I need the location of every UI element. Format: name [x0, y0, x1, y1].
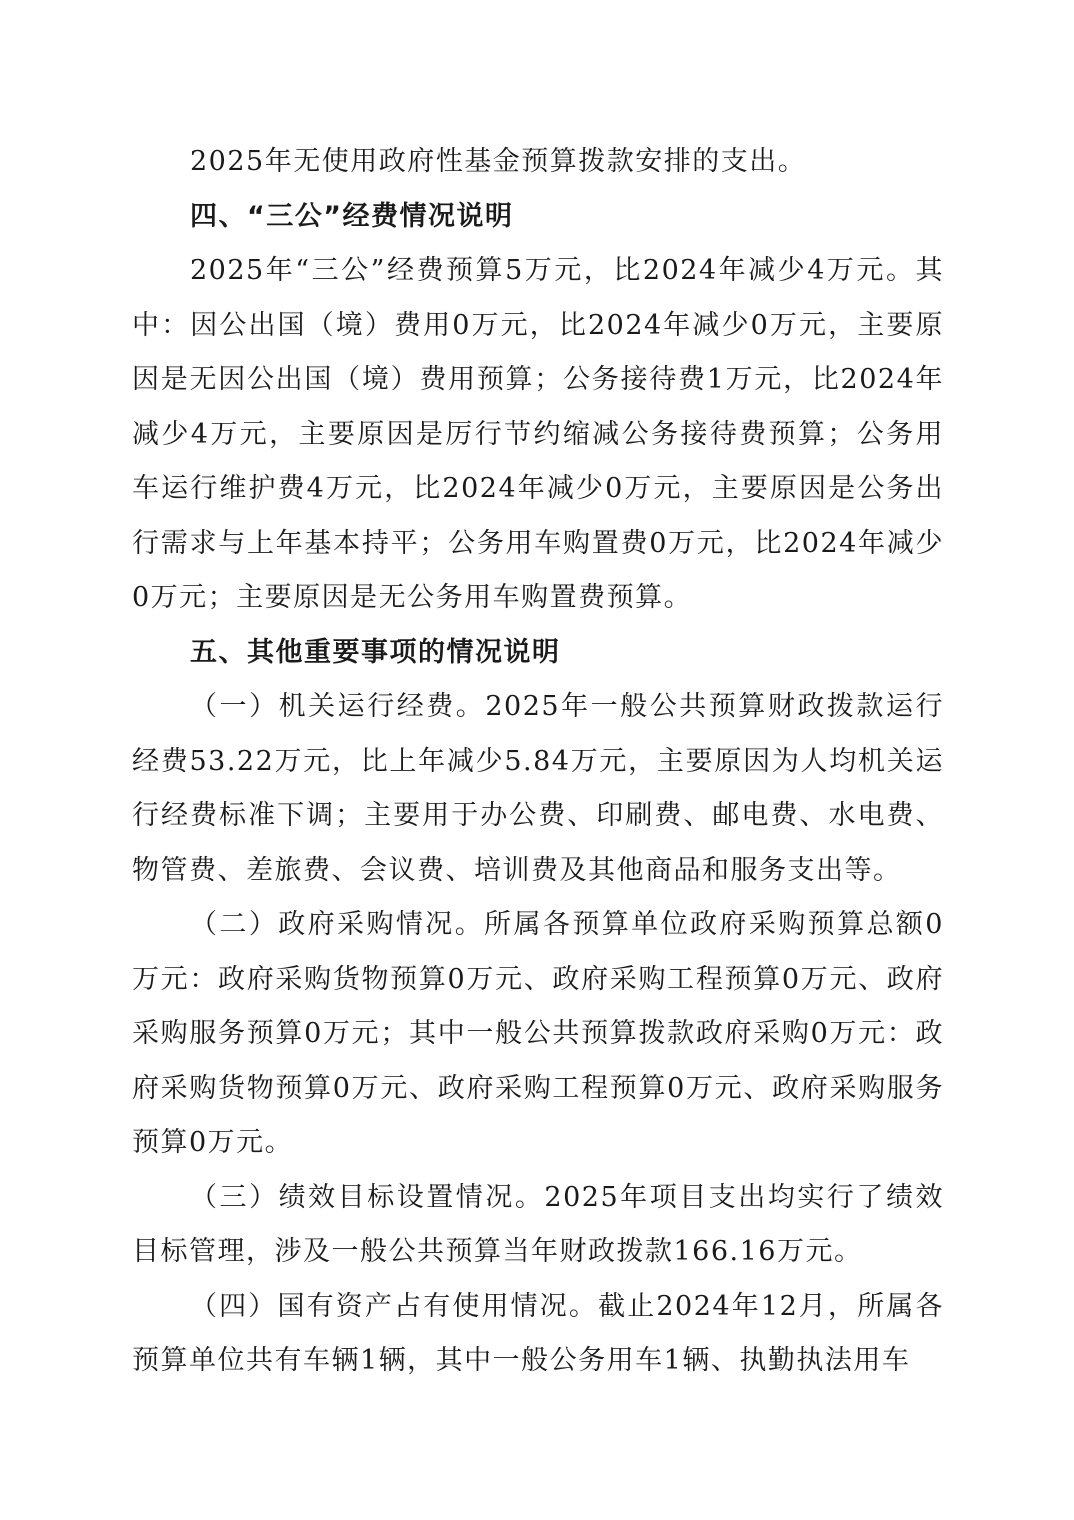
section-heading-three-public-expenses: 四、“三公”经费情况说明 [190, 200, 514, 232]
paragraph-government-procurement: （二）政府采购情况。所属各预算单位政府采购预算总额0万元：政府采购货物预算0万元、政府采购工程预算0万元、政府采购服务预算0万元；其中一般公共预算拨款政府采购0万元：政府采购货物预算0万元、政府采购工程预算0万元、政府采购服务预算0万元。 [132, 909, 944, 1158]
paragraph-state-assets: （四）国有资产占有使用情况。截止2024年12月，所属各预算单位共有车辆1辆，其中一般公务用车1辆、执勤执法用车 [132, 1290, 944, 1376]
paragraph-performance-targets: （三）绩效目标设置情况。2025年项目支出均实行了绩效目标管理，涉及一般公共预算当年财政拨款166.16万元。 [132, 1181, 944, 1267]
paragraph-three-public-expenses: 2025年“三公”经费预算5万元，比2024年减少4万元。其中：因公出国（境）费用0万元，比2024年减少0万元，主要原因是无因公出国（境）费用预算；公务接待费1万元，比2024年减少4万元，主要原因是厉行节约缩减公务接待费预算；公务用车运行维护费4万元，比2024年减少0万元，主要原因是公务出行需求与上年基本持平；公务用车购置费0万元，比2024年减少0万元；主要原因是无公务用车购置费预算。 [132, 255, 944, 613]
paragraph-government-fund: 2025年无使用政府性基金预算拨款安排的支出。 [190, 146, 807, 177]
section-heading-other-matters: 五、其他重要事项的情况说明 [190, 636, 561, 668]
paragraph-operating-expenses: （一）机关运行经费。2025年一般公共预算财政拨款运行经费53.22万元，比上年减少5.84万元，主要原因为人均机关运行经费标准下调；主要用于办公费、印刷费、邮电费、水电费、物管费、差旅费、会议费、培训费及其他商品和服务支出等。 [132, 691, 944, 886]
document-page [132, 135, 944, 1389]
